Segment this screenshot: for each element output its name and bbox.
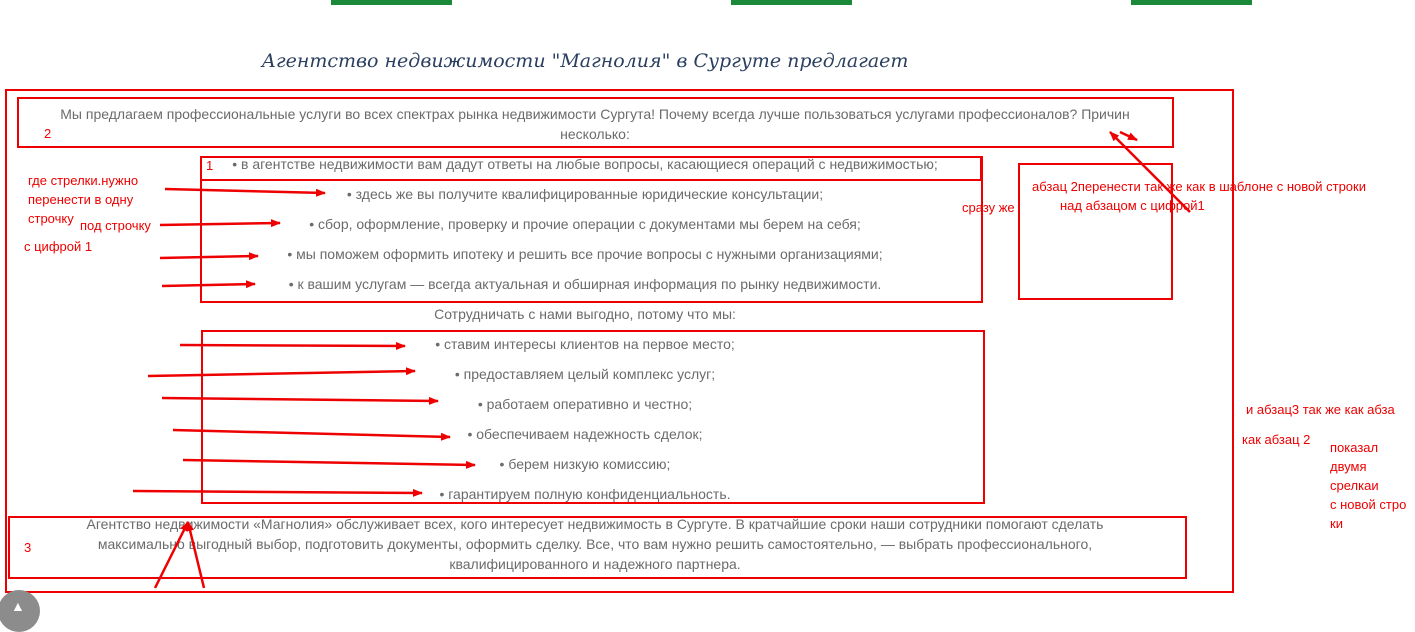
- annotation-number-3: 3: [24, 540, 32, 555]
- annotation-right-3c: срелкаи: [1330, 478, 1379, 493]
- annotation-right-3b: двумя: [1330, 459, 1367, 474]
- annotation-right-2: как абзац 2: [1242, 432, 1311, 447]
- chevron-up-icon: ▲: [11, 598, 25, 614]
- intro-paragraph: [10, 104, 1180, 144]
- benefit-item: • ставим интересы клиентов на первое место;: [435, 336, 735, 352]
- annotation-left-3: строчку: [28, 211, 74, 226]
- closing-paragraph: [10, 514, 1180, 574]
- annotation-left-5: с цифрой 1: [24, 239, 93, 254]
- annotation-right-box-1: абзац 2перенести так же как в шаблоне с новой строки: [1032, 179, 1366, 194]
- closing-line-3: квалифицированного и надежного партнера.: [449, 556, 741, 572]
- service-item: • сбор, оформление, проверку и прочие операции с документами мы берем на себя;: [309, 216, 861, 232]
- scroll-top-button[interactable]: [0, 590, 40, 632]
- benefit-item: • предоставляем целый комплекс услуг;: [454, 366, 716, 382]
- service-item: • к вашим услугам — всегда актуальная и обширная информация по рынку недвижимости.: [288, 276, 882, 292]
- nav-bar-1[interactable]: [331, 0, 452, 5]
- benefit-item: • берем низкую комиссию;: [499, 456, 671, 472]
- benefit-item: • гарантируем полную конфиденциальность.: [439, 486, 731, 502]
- benefits-title: Сотрудничать с нами выгодно, потому что мы:: [434, 306, 736, 322]
- nav-bar-3[interactable]: [1131, 0, 1252, 5]
- annotation-right-box-2: над абзацом с цифрой1: [1060, 198, 1205, 213]
- service-item: • мы поможем оформить ипотеку и решить все прочие вопросы с нужными организациями;: [287, 246, 883, 262]
- intro-line-2: несколько:: [560, 126, 630, 142]
- closing-line-1: Агентство недвижимости «Магнолия» обслуживает всех, кого интересует недвижимость в Сургуте. В кратчайшие сроки наши сотрудники помогают сделать: [86, 516, 1104, 532]
- annotation-number-1: 1: [206, 158, 214, 173]
- page-title: Агентство недвижимости "Магнолия" в Сургуте предлагает: [261, 50, 909, 72]
- nav-bar-2[interactable]: [731, 0, 852, 5]
- benefit-item: • обеспечиваем надежность сделок;: [467, 426, 703, 442]
- annotation-left-2: перенести в одну: [28, 192, 134, 207]
- annotation-left-4: под строчку: [80, 218, 151, 233]
- benefit-item: • работаем оперативно и честно;: [477, 396, 693, 412]
- annotation-mid: сразу же: [962, 200, 1015, 215]
- annotation-right-3e: ки: [1330, 516, 1343, 531]
- intro-line-1: Мы предлагаем профессиональные услуги во всех спектрах рынка недвижимости Сургута! Почему всегда лучше пользоваться услугами профессионалов? Причин: [60, 106, 1130, 122]
- annotation-number-2: 2: [44, 126, 52, 141]
- annotation-right-1: и абзац3 так же как абза: [1246, 402, 1395, 417]
- annotation-right-3a: показал: [1330, 440, 1379, 455]
- closing-line-2: максимально выгодный выбор, подготовить документы, оформить сделку. Все, что вам нужно решить самостоятельно, — выбрать профессионального,: [97, 536, 1093, 552]
- annotation-right-3d: с новой стро: [1330, 497, 1407, 512]
- benefits-box: [201, 330, 985, 504]
- service-item: • здесь же вы получите квалифицированные юридические консультации;: [346, 186, 824, 202]
- service-item: • в агентстве недвижимости вам дадут ответы на любые вопросы, касающиеся операций с недвижимостью;: [232, 156, 938, 172]
- annotation-left-1: где стрелки.нужно: [28, 173, 139, 188]
